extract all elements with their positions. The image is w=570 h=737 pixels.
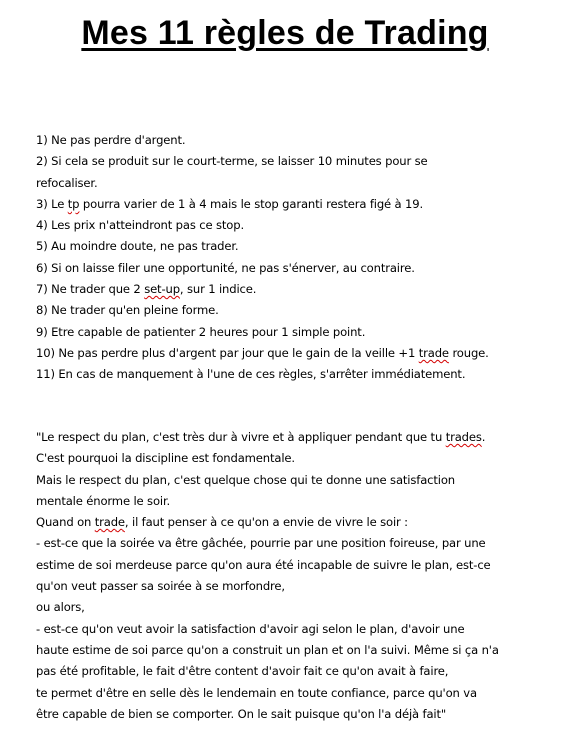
quote-line: être capable de bien se comporter. On le sait puisque qu'on l'a déjà fait" (36, 706, 447, 721)
rule-line: 2) Si cela se produit sur le court-terme, se laisser 10 minutes pour se (36, 154, 428, 169)
quote-line: estime de soi merdeuse parce qu'on aura été incapable de suivre le plan, est-ce (36, 557, 491, 572)
spellcheck-mark: tp (67, 196, 80, 211)
quote-line: pas été profitable, le fait d'être content d'avoir fait ce qu'on avait à faire, (36, 664, 449, 679)
spellcheck-mark: trades (445, 430, 482, 444)
quote-line: - est-ce que la soirée va être gâchée, pourrie par une position foireuse, par une (36, 536, 486, 551)
quote-block (36, 427, 556, 725)
rule-line: refocaliser. (36, 175, 98, 190)
quote-line: Mais le respect du plan, c'est quelque chose qui te donne une satisfaction (36, 472, 455, 487)
quote-line: te permet d'être en selle dès le lendemain en toute confiance, parce qu'on va (36, 685, 477, 700)
rule-line: 1) Ne pas perdre d'argent. (36, 133, 186, 147)
rule-line: 5) Au moindre doute, ne pas trader. (36, 239, 239, 254)
quote-line: qu'on veut passer sa soirée à se morfondre, (36, 579, 285, 594)
spellcheck-mark: set-up (144, 282, 180, 297)
rules-list (36, 130, 556, 386)
rule-line: 4) Les prix n'atteindront pas ce stop. (36, 218, 244, 233)
quote-line: haute estime de soi parce qu'on a construit un plan et on l'a suivi. Même si ça n'a (36, 642, 499, 657)
document-title: Mes 11 règles de Trading (81, 14, 489, 52)
rule-line: 9) Etre capable de patienter 2 heures pour 1 simple point. (36, 324, 366, 339)
spellcheck-mark: trade (418, 345, 449, 360)
rule-line: 7) Ne trader que 2 set-up, sur 1 indice. (36, 282, 257, 297)
quote-line: ou alors, (36, 600, 85, 615)
quote-line: "Le respect du plan, c'est très dur à vivre et à appliquer pendant que tu trades. (36, 430, 486, 444)
rule-line: 8) Ne trader qu'en pleine forme. (36, 303, 219, 318)
quote-line: Quand on trade, il faut penser à ce qu'on a envie de vivre le soir : (36, 515, 408, 530)
quote-line: C'est pourquoi la discipline est fondamentale. (36, 451, 295, 466)
quote-line: mentale énorme le soir. (36, 493, 171, 508)
spellcheck-mark: trade (94, 515, 125, 530)
rule-line: 10) Ne pas perdre plus d'argent par jour que le gain de la veille +1 trade rouge. (36, 345, 489, 360)
rule-line: 11) En cas de manquement à l'une de ces règles, s'arrêter immédiatement. (36, 367, 466, 382)
quote-line: - est-ce qu'on veut avoir la satisfaction d'avoir agi selon le plan, d'avoir une (36, 621, 465, 636)
rule-line: 3) Le tp pourra varier de 1 à 4 mais le stop garanti restera figé à 19. (36, 196, 424, 211)
rule-line: 6) Si on laisse filer une opportunité, ne pas s'énerver, au contraire. (36, 260, 415, 275)
